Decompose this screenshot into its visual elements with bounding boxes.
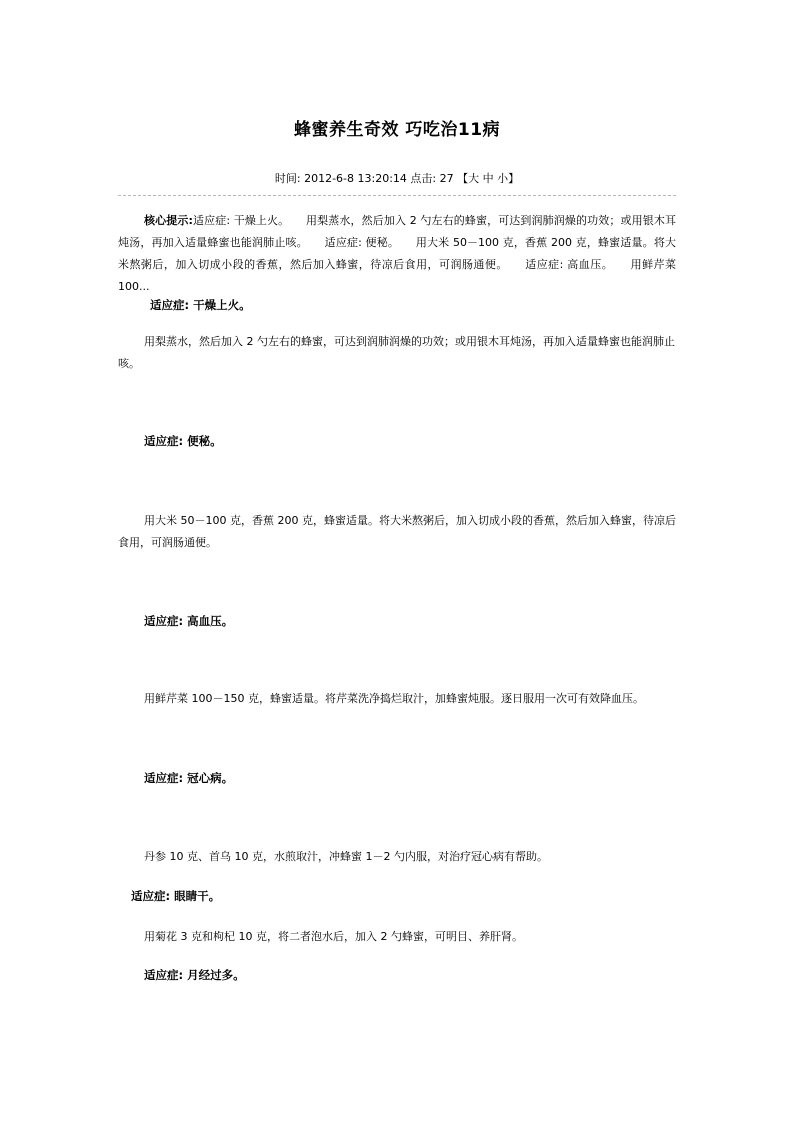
section-body-dry-eyes: 用菊花 3 克和枸杞 10 克，将二者泡水后，加入 2 勺蜂蜜，可明目、养肝肾。	[144, 930, 523, 943]
clicks-label: 点击:	[410, 172, 437, 185]
section-heading-hypertension: 适应症: 高血压。	[144, 614, 234, 628]
article-meta	[0, 170, 794, 186]
article-title: 蜂蜜养生奇效 巧吃治11病	[293, 120, 501, 140]
meta-divider	[118, 195, 676, 196]
bracket-open: 【	[457, 172, 469, 185]
section-body-constipation: 用大米 50－100 克，香蕉 200 克，蜂蜜适量。将大米熬粥后，加入切成小段的香蕉，然后加入蜂蜜，待凉后食用，可润肠通便。	[118, 514, 676, 549]
section-heading-coronary: 适应症: 冠心病。	[144, 771, 234, 785]
font-size-small-link[interactable]: 小	[497, 172, 509, 185]
font-size-large-link[interactable]: 大	[468, 172, 480, 185]
section-heading-dryness: 适应症: 干燥上火。	[150, 298, 251, 312]
section-body-dryness: 用梨蒸水，然后加入 2 勺左右的蜂蜜，可达到润肺润燥的功效；或用银木耳炖汤，再加入适量蜂蜜也能润肺止咳。	[118, 335, 675, 370]
bracket-close: 】	[508, 172, 520, 185]
section-heading-constipation: 适应症: 便秘。	[144, 434, 222, 448]
section-body-coronary: 丹参 10 克、首乌 10 克，水煎取汁，冲蜂蜜 1－2 勺内服，对治疗冠心病有帮助。	[144, 850, 548, 863]
section-body-hypertension: 用鲜芹菜 100－150 克，蜂蜜适量。将芹菜洗净捣烂取汁，加蜂蜜炖服。逐日服用一次可有效降血压。	[144, 692, 644, 705]
section-heading-menorrhagia: 适应症: 月经过多。	[144, 968, 245, 982]
core-summary	[118, 210, 676, 298]
summary-label: 核心提示:	[144, 214, 193, 227]
time-label: 时间:	[274, 172, 301, 185]
section-heading-dry-eyes: 适应症: 眼睛干。	[131, 889, 221, 903]
summary-text: 适应症: 干燥上火。 用梨蒸水，然后加入 2 勺左右的蜂蜜，可达到润肺润燥的功效；或用银木耳炖汤，再加入适量蜂蜜也能润肺止咳。 适应症: 便秘。 用大米 50－100 克，香蕉 200 克，蜂蜜适量。将大米熬粥后，加入切成小段的香蕉，然后加入蜂蜜，待凉后食用，可润肠通便。 适应症: 高血压。 用鲜芹菜 100...	[118, 214, 676, 293]
publish-datetime: 2012-6-8 13:20:14	[304, 172, 407, 185]
click-count: 27	[439, 172, 454, 185]
font-size-medium-link[interactable]: 中	[482, 172, 494, 185]
